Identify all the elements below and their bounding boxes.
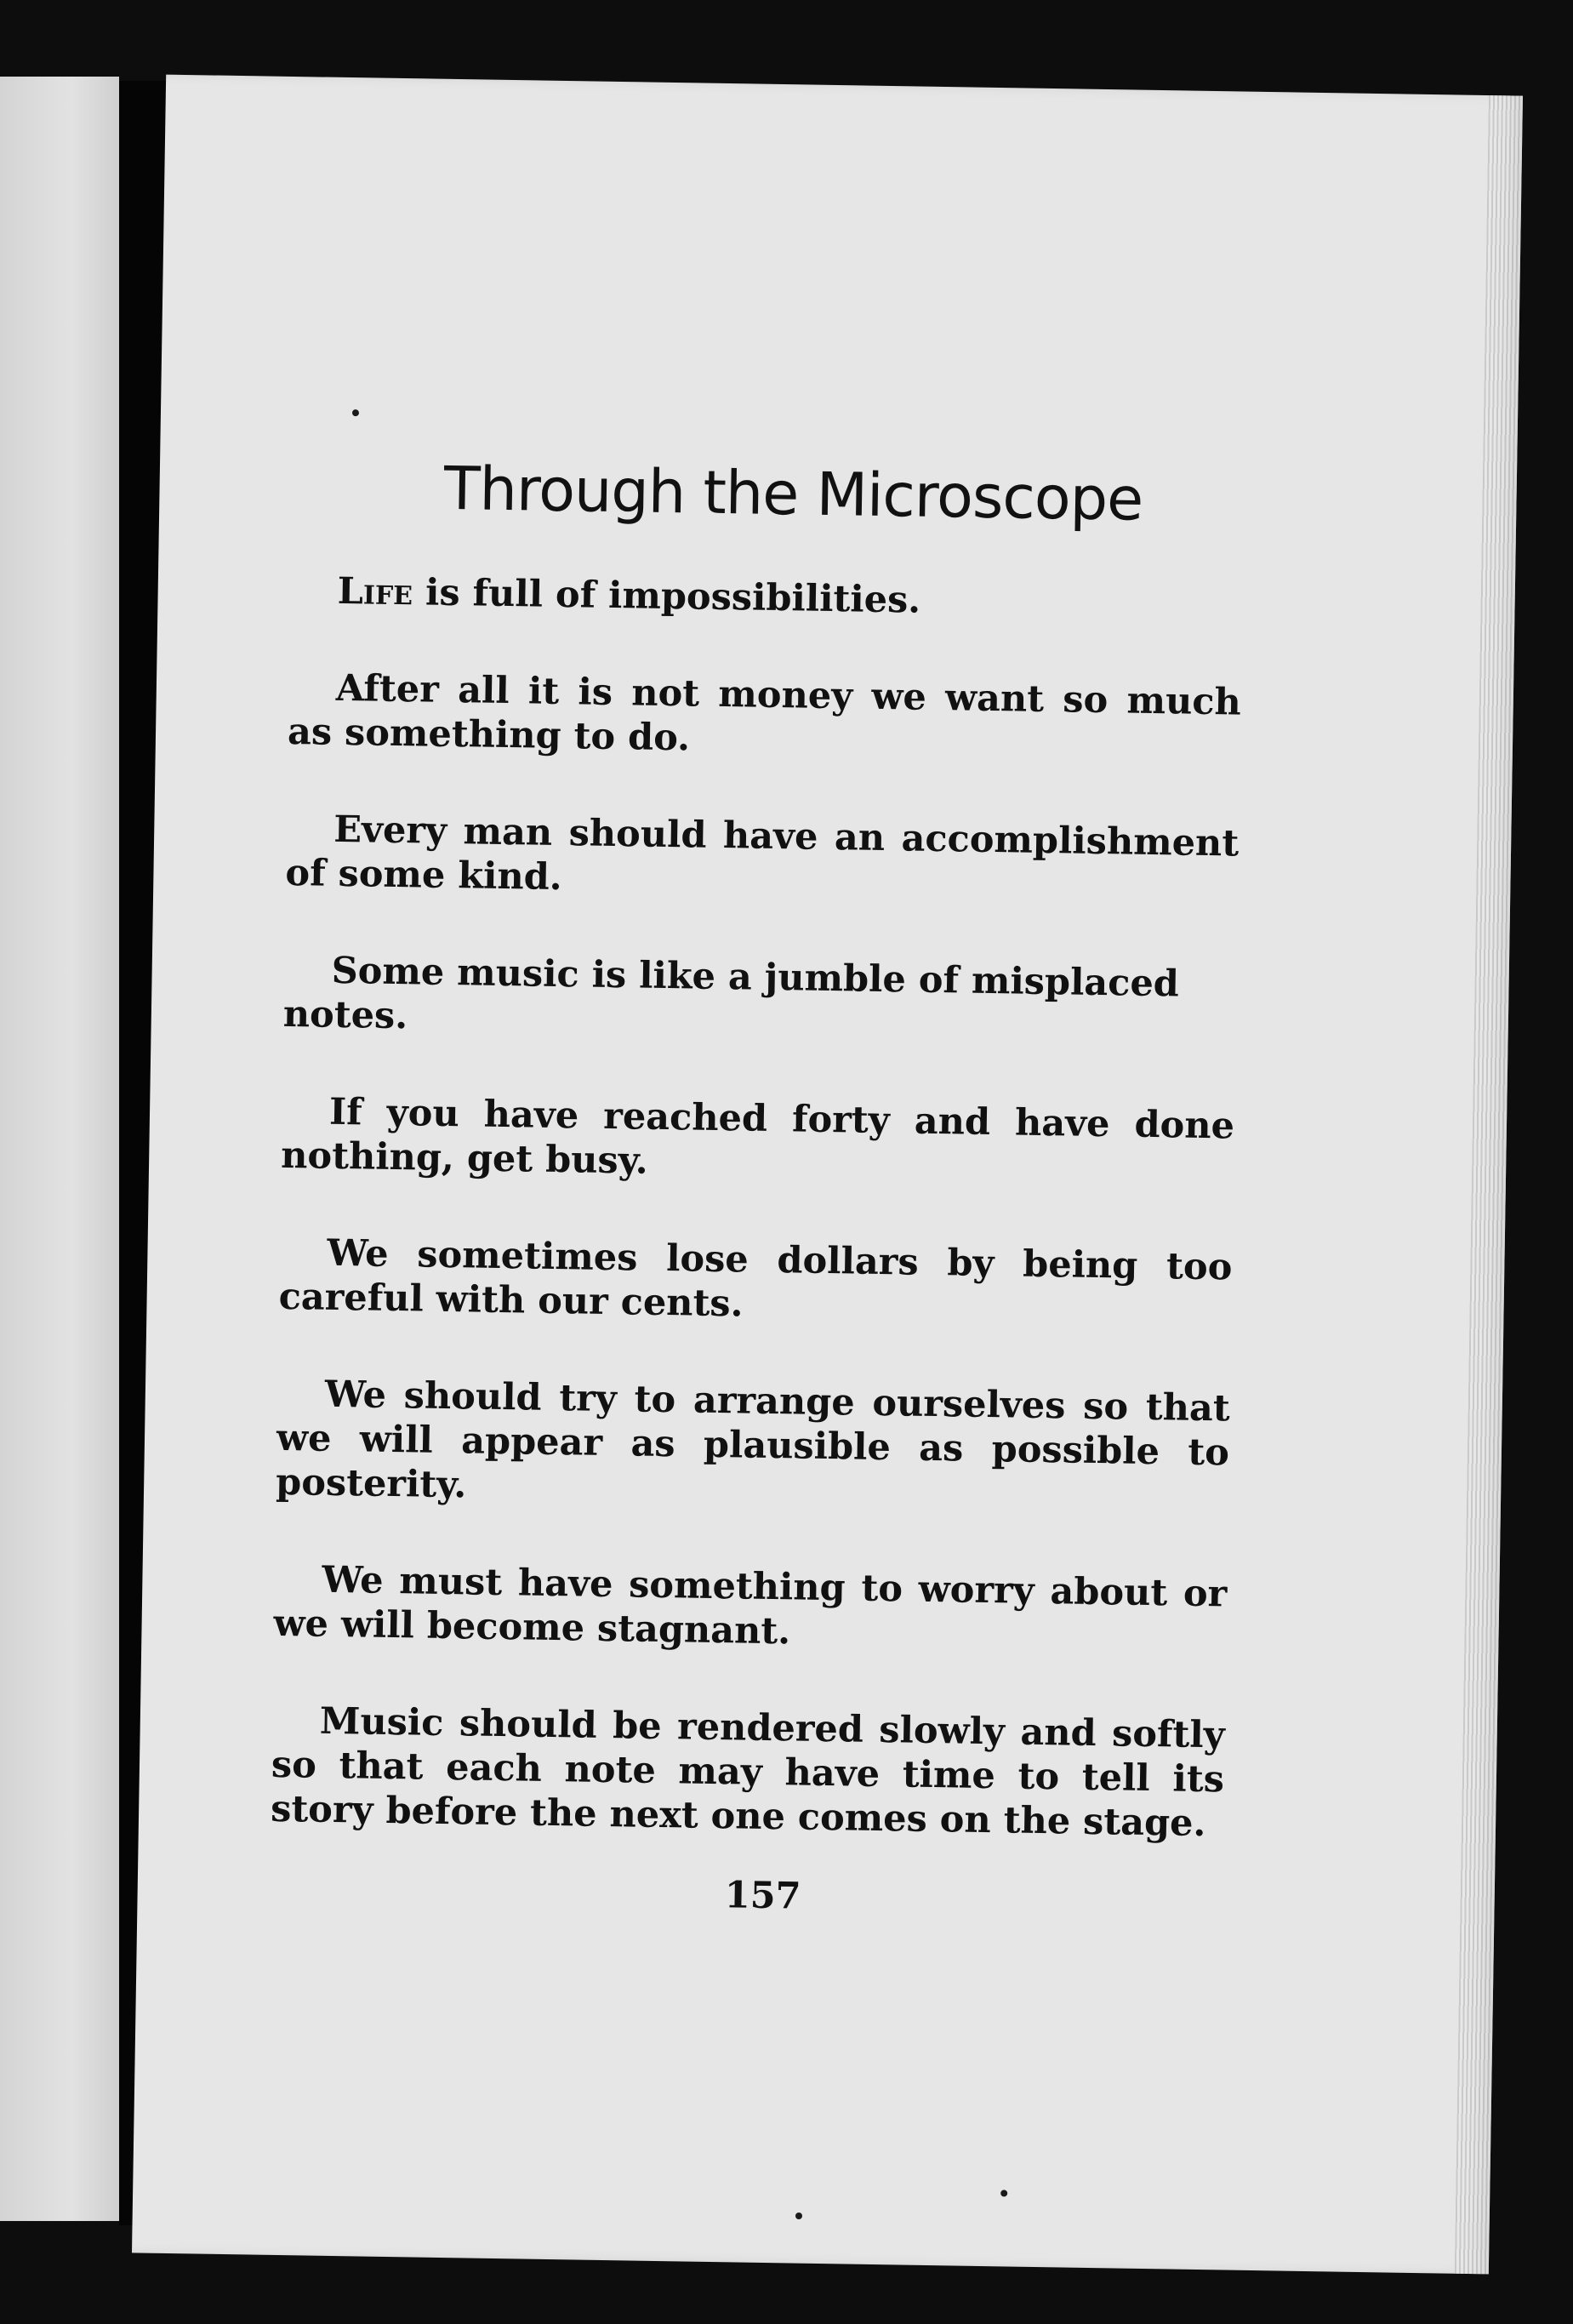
book-page xyxy=(132,75,1523,2275)
ink-speck xyxy=(795,2213,802,2219)
paragraph-5: If you have reached forty and have done nothing, get busy. xyxy=(280,1090,1235,1183)
paragraph-2: After all it is not money we want so much as something to do. xyxy=(287,666,1242,760)
paragraph-3: Every man should have an accomplishment of some kind. xyxy=(285,808,1240,899)
paragraph-6: We sometimes lose dollars by being too careful with our cents. xyxy=(278,1231,1233,1326)
chapter-title: Through the Microscope xyxy=(443,453,1143,534)
page-number: 157 xyxy=(724,1874,801,1918)
page-stack-edge xyxy=(1455,95,1523,2274)
paragraph-8: We must have something to worry about or we will become stagnant. xyxy=(273,1558,1228,1653)
ink-speck xyxy=(352,409,359,416)
paragraph-1-text: is full of impossibilities. xyxy=(412,571,921,622)
paragraph-9: Music should be rendered slowly and softly so that each note may have time to tell its story before the next one comes on the stage. xyxy=(270,1699,1226,1846)
lead-word: Life xyxy=(337,569,413,614)
paragraph-4: Some music is like a jumble of misplaced notes. xyxy=(282,949,1180,1038)
paragraph-7: We should try to arrange ourselves so that we will appear as plausible as possible to posterity. xyxy=(275,1373,1231,1507)
facing-page-edge xyxy=(0,77,119,2221)
page-content xyxy=(269,451,1245,1924)
ink-speck xyxy=(1000,2190,1007,2196)
paragraph-1 xyxy=(289,568,1243,628)
